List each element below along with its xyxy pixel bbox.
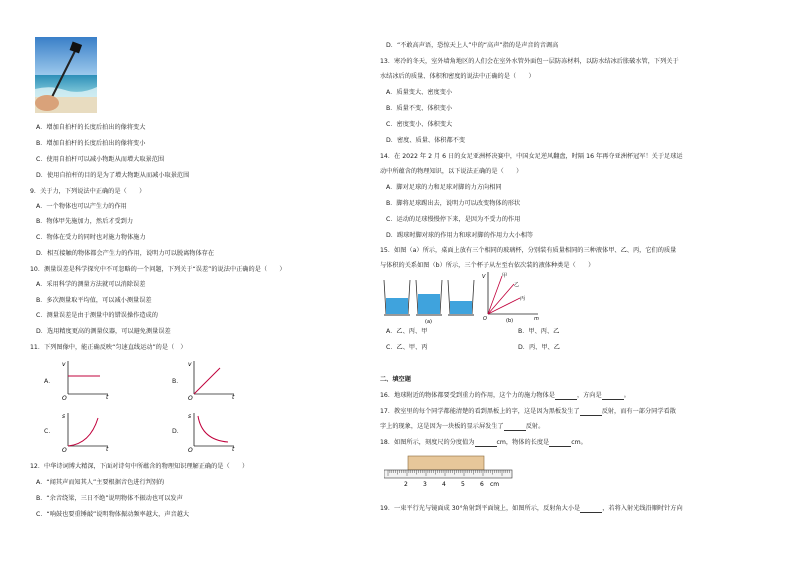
- ruler-figure: [384, 454, 519, 494]
- graph-c: [62, 410, 112, 452]
- q18-blank-1[interactable]: [475, 440, 497, 447]
- axis-v: v: [188, 361, 192, 368]
- question-14-line2: 动中所蕴含的物理知识，以下说法正确的是（ ）: [380, 168, 523, 175]
- question-10: 10．测量误差是科学探究中不可忽略的一个问题，下列关于“误差”的说法中正确的是（ ）: [30, 266, 286, 273]
- q19-text-1: 19．一束平行光与镜面成 30°角射到平面镜上，如图所示，反射角大小是: [380, 505, 581, 512]
- question-12: 12．中华诗词博大精深，下面对诗句中所蕴含的物理知识理解正确的是（ ）: [30, 463, 249, 470]
- q18-text-1: 18．如图所示，刻度尺的分度值为: [380, 439, 475, 446]
- question-9: 9．关于力，下列说法中正确的是（ ）: [30, 188, 146, 195]
- axis-m: V: [482, 274, 486, 280]
- axis-v: v: [62, 361, 66, 368]
- axis-t: t: [106, 394, 109, 400]
- q13-option-b: B．质量不变、体积变小: [386, 105, 453, 112]
- question-18: [380, 439, 587, 447]
- question-15-line1: 15．如图（a）所示，桌面上放有三个相同的玻璃杯，分别装有质量相同的三种液体甲、乙、丙，它们的质量: [380, 247, 677, 254]
- section-fill-in: 二、填空题: [380, 376, 411, 383]
- axis-t: t: [232, 394, 235, 400]
- tick-label-unit: cm: [490, 481, 500, 488]
- q16-blank-1[interactable]: [555, 393, 577, 400]
- graph-c-label: C．: [44, 428, 55, 435]
- figure-a-glasses: [382, 276, 482, 324]
- q8-option-c: C．使用自拍杆可以减小物距从而增大取景范围: [36, 156, 165, 163]
- axis-v: m: [534, 316, 539, 322]
- q12-option-d: D．“不敢高声语，恐惊天上人”中的“高声”指的是声音的音调高: [386, 42, 559, 49]
- q13-option-a: A．质量变大、密度变小: [386, 89, 453, 96]
- q10-option-a: A．采用科学的测量方法就可以消除误差: [36, 281, 146, 288]
- q14-option-b: B．脚将足球踢出去，说明力可以改变物体的形状: [386, 200, 521, 207]
- q8-option-b: B．增加自拍杆的长度后拍出的像将变小: [36, 140, 146, 147]
- q17-text-3: 字上的现象，这是因为一块板的显示屏发生了: [380, 423, 504, 430]
- graph-d-label: D．: [172, 428, 183, 435]
- q16-blank-2[interactable]: [602, 393, 624, 400]
- q12-option-c: C．“响鼓也要重锤敲”说明物体振动频率越大，声音越大: [36, 511, 190, 518]
- origin: O: [188, 395, 193, 400]
- q9-option-d: D．相互接触的物体都会产生力的作用，说明力可以脱离物体存在: [36, 250, 215, 257]
- q17-text-2: 反射，而有一部分同学看散: [601, 408, 676, 415]
- q10-option-b: B．多次测量取平均值，可以减小测量误差: [36, 297, 152, 304]
- figure-a-caption: (a): [425, 319, 432, 324]
- figure-b-mv-graph: [482, 270, 542, 324]
- question-17-line1: [380, 408, 676, 416]
- question-14-line1: 14．在 2022 年 2 月 6 日的女足亚洲杯决赛中，中国女足逆风翻盘，时隔 16 年再夺亚洲杯冠军！关于足球运: [380, 153, 683, 160]
- q17-text-4: 反射。: [525, 423, 545, 430]
- q17-blank-1[interactable]: [580, 409, 602, 416]
- question-13-line1: 13．寒冷的冬天，室外墙角地区的人们会在室外水管外面包一层防冻材料，以防水结冰后胀破水管，下列关于: [380, 58, 679, 65]
- glass-1: [384, 280, 410, 316]
- series-label-yi: 乙: [514, 282, 520, 288]
- question-16: [380, 392, 630, 400]
- axis-t: t: [232, 446, 235, 452]
- q17-blank-2[interactable]: [504, 424, 526, 431]
- origin: O: [188, 447, 193, 452]
- measured-block: [408, 456, 484, 470]
- graph-b-label: B．: [172, 378, 183, 385]
- tick-label-4: 4: [442, 481, 446, 488]
- q9-option-a: A．一个物体也可以产生力的作用: [36, 203, 127, 210]
- q13-option-c: C．密度变小、体积变大: [386, 121, 453, 128]
- figure-b-caption: (b): [506, 318, 514, 324]
- q16-text-3: 。: [623, 392, 630, 399]
- selfie-stick-photo: [35, 37, 97, 113]
- graph-d: [188, 410, 238, 452]
- question-11: 11．下列图像中，能正确反映“匀速直线运动”的是（ ）: [30, 344, 187, 351]
- q12-option-b: B．“余音绕梁，三日不绝”说明物体不振动也可以发声: [36, 495, 183, 502]
- q9-option-c: C．物体在受力的同时也对施力物体施力: [36, 234, 146, 241]
- glass-2: [416, 280, 442, 316]
- q19-text-2: ，若将入射光线沿顺时针方向: [602, 505, 683, 512]
- q15-option-a: A．乙、丙、甲: [386, 328, 428, 335]
- series-label-bing: 丙: [520, 296, 526, 302]
- q8-option-d: D．使用自拍杆的目的是为了增大物距从而减小取景范围: [36, 172, 190, 179]
- question-13-line2: 水结冰后的质量、体积和密度的说法中正确的是（ ）: [380, 73, 535, 80]
- q13-option-d: D．密度、质量、体积都不变: [386, 137, 466, 144]
- q18-text-2: cm，物体的长度是: [496, 439, 550, 446]
- glass-3: [448, 280, 474, 316]
- origin: O: [483, 316, 487, 322]
- q14-option-a: A．脚对足球的力和足球对脚的力方向相同: [386, 184, 502, 191]
- tick-label-5: 5: [461, 481, 465, 488]
- q16-text-1: 16．地球附近的物体都要受到重力的作用，这个力的施力物体是: [380, 392, 555, 399]
- q15-option-c: C．乙、甲、丙: [386, 344, 428, 351]
- q17-text-1: 17．教室里的每个同学都能清楚的看到黑板上的字，这是因为黑板发生了: [380, 408, 580, 415]
- q10-option-c: C．测量误差是由于测量中的错误操作造成的: [36, 312, 158, 319]
- graph-a: [62, 358, 112, 400]
- origin: O: [62, 447, 67, 452]
- tick-label-2: 2: [404, 481, 408, 488]
- q10-option-d: D．选用精度更高的测量仪器，可以避免测量误差: [36, 328, 171, 335]
- q19-blank-1[interactable]: [580, 506, 602, 513]
- origin: O: [62, 395, 67, 400]
- axis-t: t: [106, 446, 109, 452]
- question-17-line2: [380, 423, 544, 431]
- q14-option-c: C．运动的足球慢慢停下来，是因为不受力的作用: [386, 216, 521, 223]
- graph-a-label: A．: [44, 378, 55, 385]
- q9-option-b: B．物体甲先施加力，然后才受到力: [36, 218, 134, 225]
- q18-blank-2[interactable]: [549, 440, 571, 447]
- q16-text-2: ，方向是: [576, 392, 602, 399]
- q18-text-3: cm。: [571, 439, 587, 446]
- question-15-line2: 与体积的关系如图（b）所示，三个杯子从左至右依次装的液体种类是（ ）: [380, 262, 595, 269]
- axis-s: s: [62, 413, 66, 420]
- question-19: [380, 505, 683, 513]
- q8-option-a: A．增加自拍杆的长度后拍出的像将变大: [36, 124, 146, 131]
- series-label-jia: 甲: [502, 273, 508, 279]
- q12-option-a: A．“闻其声而知其人”主要根据音色进行判别的: [36, 479, 165, 486]
- q15-option-b: B．甲、丙、乙: [518, 328, 560, 335]
- tick-label-3: 3: [423, 481, 427, 488]
- q15-option-d: D．丙、甲、乙: [518, 344, 560, 351]
- axis-s: s: [188, 413, 192, 420]
- graph-b: [188, 358, 238, 400]
- q14-option-d: D．踢球时脚对球的作用力和球对脚的作用力大小相等: [386, 232, 534, 239]
- tick-label-6: 6: [480, 481, 484, 488]
